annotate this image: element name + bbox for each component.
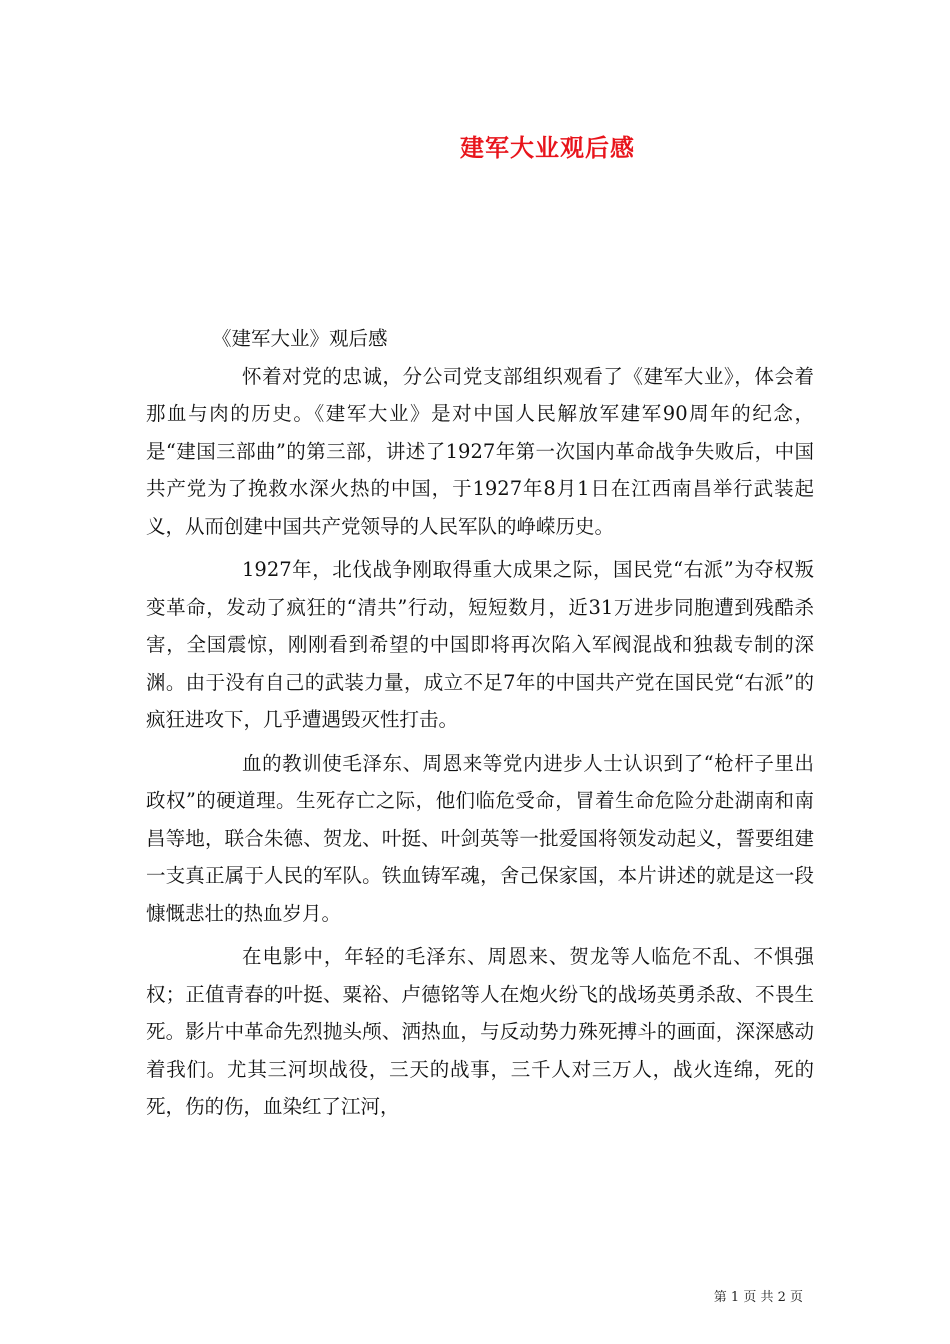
page-number-footer: 第 1 页 共 2 页 bbox=[713, 1290, 803, 1305]
document-body bbox=[146, 320, 814, 1126]
article-subtitle: 《建军大业》观后感 bbox=[212, 327, 388, 350]
paragraph-1: 怀着对党的忠诚，分公司党支部组织观看了《建军大业》，体会着那血与肉的历史。《建军大业》是对中国人民解放军建军90周年的纪念，是“建国三部曲”的第三部，讲述了1927年第一次国内革命战争失败后，中国共产党为了挽救水深火热的中国，于1927年8月1日在江西南昌举行武装起义，从而创建中国共产党领导的人民军队的峥嵘历史。 bbox=[146, 364, 814, 538]
paragraph-3: 血的教训使毛泽东、周恩来等党内进步人士认识到了“枪杆子里出政权”的硬道理。生死存亡之际，他们临危受命，冒着生命危险分赴湖南和南昌等地，联合朱德、贺龙、叶挺、叶剑英等一批爱国将领发动起义，誓要组建一支真正属于人民的军队。铁血铸军魂，舍己保家国，本片讲述的就是这一段慷慨悲壮的热血岁月。 bbox=[146, 751, 814, 925]
paragraph-4: 在电影中，年轻的毛泽东、周恩来、贺龙等人临危不乱、不惧强权；正值青春的叶挺、粟裕、卢德铭等人在炮火纷飞的战场英勇杀敌、不畏生死。影片中革命先烈抛头颅、洒热血，与反动势力殊死搏斗的画面，深深感动着我们。尤其三河坝战役，三天的战事，三千人对三万人，战火连绵，死的死，伤的伤，血染红了江河， bbox=[146, 945, 814, 1118]
document-title: 建军大业观后感 bbox=[460, 133, 635, 162]
paragraph-2: 1927年，北伐战争刚取得重大成果之际，国民党“右派”为夺权叛变革命，发动了疯狂的“清共”行动，短短数月，近31万进步同胞遭到残酷杀害，全国震惊，刚刚看到希望的中国即将再次陷入军阀混战和独裁专制的深渊。由于没有自己的武装力量，成立不足7年的中国共产党在国民党“右派”的疯狂进攻下，几乎遭遇毁灭性打击。 bbox=[146, 558, 814, 731]
